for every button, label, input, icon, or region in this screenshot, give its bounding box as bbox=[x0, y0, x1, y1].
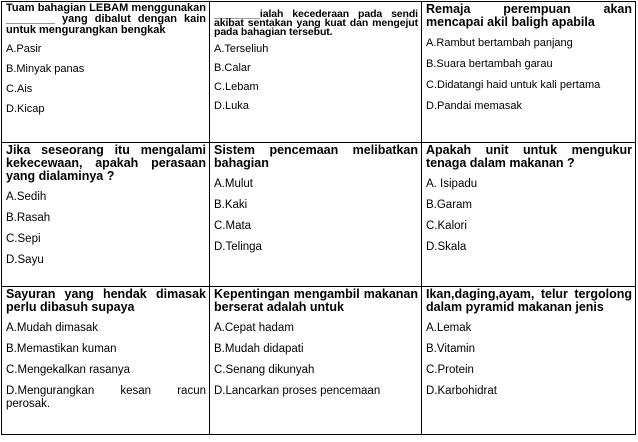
question-cell-5 bbox=[210, 143, 422, 287]
question-cell-3 bbox=[422, 2, 636, 143]
option-list bbox=[214, 178, 418, 254]
question-cell-1 bbox=[2, 2, 210, 143]
option-c: C.Lebam bbox=[214, 81, 259, 93]
option-d: D.Telinga bbox=[214, 241, 262, 253]
option-b: B.Garam bbox=[426, 199, 473, 211]
option-c: C.Mata bbox=[214, 220, 252, 232]
option-d: D.Luka bbox=[214, 100, 249, 112]
option-d: D.Karbohidrat bbox=[426, 385, 497, 397]
option-list bbox=[426, 178, 632, 254]
option-b: B.Mudah didapati bbox=[214, 343, 304, 355]
option-d: D.Skala bbox=[426, 241, 467, 253]
question-text: Remaja perempuan akan mencapai akil baligh apabila bbox=[426, 2, 632, 29]
question-cell-4 bbox=[2, 143, 210, 287]
option-c: C.Sepi bbox=[6, 233, 41, 245]
option-list bbox=[426, 322, 632, 398]
quiz-page bbox=[1, 1, 635, 434]
question-cell-2 bbox=[210, 2, 422, 143]
option-list bbox=[6, 191, 206, 267]
option-b: B.Vitamin bbox=[426, 343, 476, 355]
option-list bbox=[6, 322, 206, 411]
option-c: C.Protein bbox=[426, 364, 474, 376]
question-cell-7 bbox=[2, 287, 210, 435]
question-cell-6 bbox=[422, 143, 636, 287]
option-b: B.Suara bertambah garau bbox=[426, 58, 553, 70]
option-list bbox=[6, 43, 206, 116]
question-text: Apakah unit untuk mengukur tenaga dalam makanan ? bbox=[426, 143, 632, 170]
question-text: Ikan,daging,ayam, telur tergolong dalam pyramid makanan jenis bbox=[426, 287, 632, 314]
question-row-3 bbox=[2, 287, 636, 435]
option-a: A.Cepat hadam bbox=[214, 322, 294, 334]
question-text: Sistem pencemaan melibatkan bahagian bbox=[214, 143, 418, 170]
question-text: Kepentingan mengambil makanan berserat adalah untuk bbox=[214, 287, 418, 314]
option-a: A.Terseliuh bbox=[214, 43, 269, 55]
option-list bbox=[214, 322, 418, 398]
option-b: B.Kaki bbox=[214, 199, 248, 211]
option-a: A.Rambut bertambah panjang bbox=[426, 37, 573, 49]
option-a: A.Mulut bbox=[214, 178, 253, 190]
option-d: D.Kicap bbox=[6, 103, 45, 115]
question-row-1 bbox=[2, 2, 636, 143]
option-c: C.Kalori bbox=[426, 220, 467, 232]
option-a: A.Pasir bbox=[6, 43, 42, 55]
option-d: D.Sayu bbox=[6, 254, 44, 266]
question-text: ________ialah kecederaan pada sendi akibat sentakan yang kuat dan mengejut pada bahagian tersebut. bbox=[214, 8, 418, 38]
question-text: Sayuran yang hendak dimasak perlu dibasuh supaya bbox=[6, 287, 206, 314]
option-list bbox=[426, 37, 632, 113]
option-a: A. Isipadu bbox=[426, 178, 478, 190]
question-row-2 bbox=[2, 143, 636, 287]
question-cell-8 bbox=[210, 287, 422, 435]
option-b: B.Memastikan kuman bbox=[6, 343, 117, 355]
option-c: C.Senang dikunyah bbox=[214, 364, 315, 376]
option-c: C.Mengekalkan rasanya bbox=[6, 364, 131, 376]
question-cell-9 bbox=[422, 287, 636, 435]
option-list bbox=[214, 43, 418, 113]
option-b: B.Calar bbox=[214, 62, 251, 74]
option-b: B.Rasah bbox=[6, 212, 51, 224]
question-text: Tuam bahagian LEBAM menggunakan ________ yang dibalut dengan kain untuk mengurangkan bengkak bbox=[6, 2, 206, 36]
option-a: A.Lemak bbox=[426, 322, 472, 334]
option-d: D.Mengurangkan kesan racun perosak. bbox=[6, 385, 206, 410]
option-b: B.Minyak panas bbox=[6, 63, 85, 75]
option-d: D.Pandai memasak bbox=[426, 100, 522, 112]
option-a: A.Sedih bbox=[6, 191, 47, 203]
option-a: A.Mudah dimasak bbox=[6, 322, 99, 334]
option-c: C.Didatangi haid untuk kali pertama bbox=[426, 79, 601, 91]
option-c: C.Ais bbox=[6, 83, 33, 95]
question-text: Jika seseorang itu mengalami kekecewaan, apakah perasaan yang dialaminya ? bbox=[6, 143, 206, 183]
question-grid bbox=[1, 1, 636, 435]
option-d: D.Lancarkan proses pencemaan bbox=[214, 385, 381, 397]
